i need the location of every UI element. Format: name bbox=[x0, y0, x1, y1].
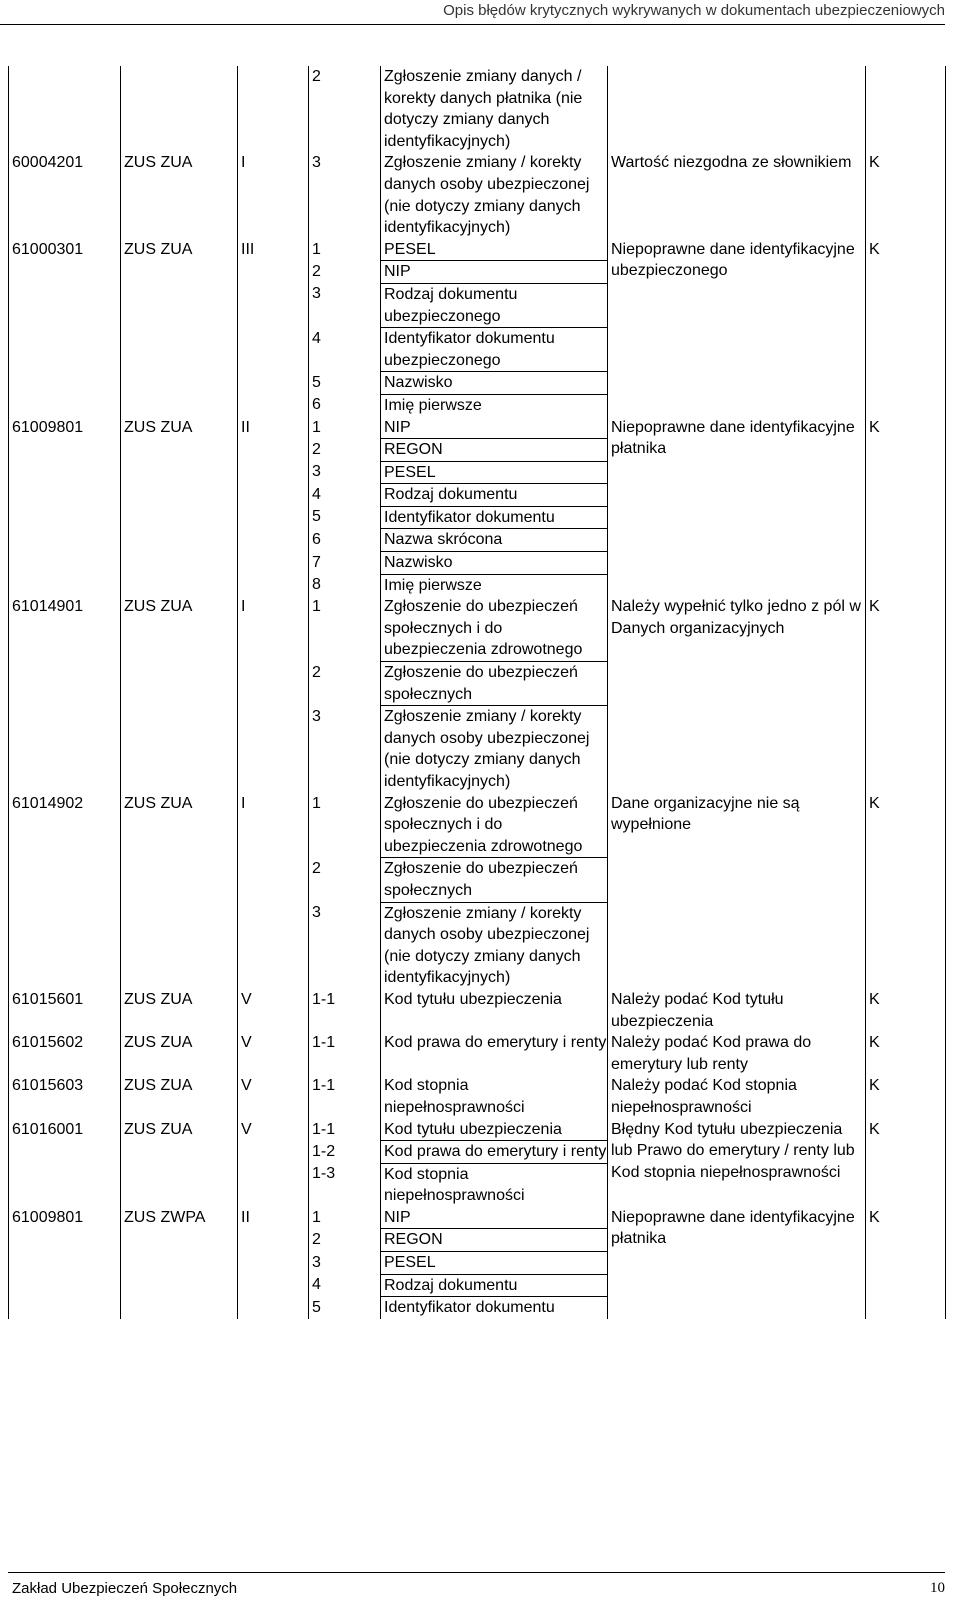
error-message bbox=[608, 66, 866, 152]
field-number: 1 bbox=[309, 793, 381, 858]
block-number: V bbox=[238, 1119, 309, 1207]
field-name: Kod tytułu ubezpieczenia bbox=[381, 989, 608, 1032]
field-number: 3 bbox=[309, 1252, 381, 1275]
error-codes-table-body bbox=[9, 66, 946, 1319]
table-row bbox=[9, 1207, 946, 1229]
error-codes-table bbox=[8, 66, 946, 1319]
table-row bbox=[9, 1075, 946, 1118]
block-number: V bbox=[238, 1075, 309, 1118]
block-number: V bbox=[238, 989, 309, 1032]
field-number: 7 bbox=[309, 552, 381, 575]
field-name: Zgłoszenie zmiany / korekty danych osoby ubezpieczonej (nie dotyczy zmiany danych identyfikacyjnych) bbox=[381, 902, 608, 989]
footer-organization: Zakład Ubezpieczeń Społecznych bbox=[12, 1580, 238, 1597]
table-row bbox=[9, 793, 946, 858]
field-name: Nazwa skrócona bbox=[381, 529, 608, 552]
block-number: II bbox=[238, 1207, 309, 1319]
document-type: ZUS ZUA bbox=[121, 793, 238, 989]
field-number: 5 bbox=[309, 1297, 381, 1319]
page-number: 10 bbox=[930, 1580, 945, 1596]
field-name: Kod stopnia niepełnosprawności bbox=[381, 1075, 608, 1118]
field-name: NIP bbox=[381, 417, 608, 439]
block-number bbox=[238, 66, 309, 152]
field-number: 5 bbox=[309, 372, 381, 395]
field-number: 2 bbox=[309, 662, 381, 706]
document-type: ZUS ZUA bbox=[121, 596, 238, 792]
field-name: Kod tytułu ubezpieczenia bbox=[381, 1119, 608, 1141]
block-number: III bbox=[238, 239, 309, 417]
error-message: Błędny Kod tytułu ubezpieczenia lub Prawo do emerytury / renty lub Kod stopnia niepełnosprawności bbox=[608, 1119, 866, 1207]
field-name: Imię pierwsze bbox=[381, 574, 608, 596]
table-row bbox=[9, 596, 946, 661]
document-type bbox=[121, 66, 238, 152]
block-number: I bbox=[238, 793, 309, 989]
field-number: 3 bbox=[309, 902, 381, 989]
table-row bbox=[9, 239, 946, 261]
field-number: 2 bbox=[309, 439, 381, 462]
block-number: II bbox=[238, 417, 309, 597]
field-number: 4 bbox=[309, 1274, 381, 1297]
field-name: PESEL bbox=[381, 461, 608, 484]
error-message: Niepoprawne dane identyfikacyjne ubezpieczonego bbox=[608, 239, 866, 417]
field-name: Identyfikator dokumentu bbox=[381, 1297, 608, 1319]
page-footer bbox=[8, 1572, 945, 1601]
error-message: Należy podać Kod tytułu ubezpieczenia bbox=[608, 989, 866, 1032]
field-number: 3 bbox=[309, 706, 381, 793]
document-type: ZUS ZUA bbox=[121, 152, 238, 238]
field-name: Zgłoszenie zmiany danych / korekty danych płatnika (nie dotyczy zmiany danych identyfikacyjnych) bbox=[381, 66, 608, 152]
field-name: PESEL bbox=[381, 239, 608, 261]
table-row bbox=[9, 989, 946, 1032]
field-name: Zgłoszenie do ubezpieczeń społecznych i do ubezpieczenia zdrowotnego bbox=[381, 596, 608, 661]
document-type: ZUS ZUA bbox=[121, 1119, 238, 1207]
table-row bbox=[9, 66, 946, 152]
field-number: 1 bbox=[309, 596, 381, 661]
error-message: Należy podać Kod stopnia niepełnosprawności bbox=[608, 1075, 866, 1118]
field-number: 6 bbox=[309, 529, 381, 552]
field-number: 4 bbox=[309, 484, 381, 507]
field-name: Nazwisko bbox=[381, 372, 608, 395]
error-code: 61015601 bbox=[9, 989, 121, 1032]
error-message: Należy podać Kod prawa do emerytury lub renty bbox=[608, 1032, 866, 1075]
field-number: 1-1 bbox=[309, 1032, 381, 1075]
error-message: Niepoprawne dane identyfikacyjne płatnika bbox=[608, 417, 866, 597]
field-number: 2 bbox=[309, 1229, 381, 1252]
error-type: K bbox=[866, 417, 946, 597]
field-number: 1-1 bbox=[309, 989, 381, 1032]
document-type: ZUS ZUA bbox=[121, 1075, 238, 1118]
field-number: 5 bbox=[309, 506, 381, 529]
field-name: PESEL bbox=[381, 1252, 608, 1275]
field-name: Zgłoszenie do ubezpieczeń społecznych bbox=[381, 858, 608, 902]
error-type: K bbox=[866, 1119, 946, 1207]
table-row bbox=[9, 152, 946, 238]
field-number: 3 bbox=[309, 461, 381, 484]
field-name: Imię pierwsze bbox=[381, 394, 608, 416]
field-number: 8 bbox=[309, 574, 381, 596]
field-number: 1 bbox=[309, 417, 381, 439]
block-number: V bbox=[238, 1032, 309, 1075]
error-message: Dane organizacyjne nie są wypełnione bbox=[608, 793, 866, 989]
block-number: I bbox=[238, 152, 309, 238]
field-name: Zgłoszenie zmiany / korekty danych osoby ubezpieczonej (nie dotyczy zmiany danych identyfikacyjnych) bbox=[381, 152, 608, 238]
field-name: Kod prawa do emerytury i renty bbox=[381, 1032, 608, 1075]
field-name: NIP bbox=[381, 261, 608, 284]
error-type: K bbox=[866, 596, 946, 792]
error-code: 61015603 bbox=[9, 1075, 121, 1118]
field-number: 1 bbox=[309, 1207, 381, 1229]
error-message: Niepoprawne dane identyfikacyjne płatnika bbox=[608, 1207, 866, 1319]
error-code: 61009801 bbox=[9, 417, 121, 597]
field-number: 3 bbox=[309, 283, 381, 327]
field-name: NIP bbox=[381, 1207, 608, 1229]
error-type: K bbox=[866, 1207, 946, 1319]
field-number: 2 bbox=[309, 261, 381, 284]
field-name: Zgłoszenie do ubezpieczeń społecznych bbox=[381, 662, 608, 706]
field-name: Rodzaj dokumentu bbox=[381, 484, 608, 507]
header-title: Opis błędów krytycznych wykrywanych w dokumentach ubezpieczeniowych bbox=[443, 2, 945, 19]
error-code: 61016001 bbox=[9, 1119, 121, 1207]
error-code: 61000301 bbox=[9, 239, 121, 417]
error-type: K bbox=[866, 793, 946, 989]
error-message: Należy wypełnić tylko jedno z pól w Danych organizacyjnych bbox=[608, 596, 866, 792]
field-number: 1-3 bbox=[309, 1163, 381, 1207]
field-number: 1-2 bbox=[309, 1141, 381, 1164]
field-number: 6 bbox=[309, 394, 381, 416]
field-number: 4 bbox=[309, 328, 381, 372]
document-type: ZUS ZUA bbox=[121, 239, 238, 417]
field-name: Rodzaj dokumentu bbox=[381, 1274, 608, 1297]
table-row bbox=[9, 1032, 946, 1075]
error-code: 60004201 bbox=[9, 152, 121, 238]
document-type: ZUS ZUA bbox=[121, 417, 238, 597]
table-row bbox=[9, 1119, 946, 1141]
field-number: 1-1 bbox=[309, 1075, 381, 1118]
error-type: K bbox=[866, 152, 946, 238]
field-number: 2 bbox=[309, 66, 381, 152]
field-name: Zgłoszenie zmiany / korekty danych osoby ubezpieczonej (nie dotyczy zmiany danych identyfikacyjnych) bbox=[381, 706, 608, 793]
error-type: K bbox=[866, 239, 946, 417]
error-type: K bbox=[866, 1032, 946, 1075]
error-code: 61014901 bbox=[9, 596, 121, 792]
field-name: Identyfikator dokumentu ubezpieczonego bbox=[381, 328, 608, 372]
document-type: ZUS ZWPA bbox=[121, 1207, 238, 1319]
field-number: 1-1 bbox=[309, 1119, 381, 1141]
field-name: Identyfikator dokumentu bbox=[381, 506, 608, 529]
field-name: REGON bbox=[381, 439, 608, 462]
page-header bbox=[0, 0, 945, 25]
error-type bbox=[866, 66, 946, 152]
field-name: Rodzaj dokumentu ubezpieczonego bbox=[381, 283, 608, 327]
error-code: 61009801 bbox=[9, 1207, 121, 1319]
document-type: ZUS ZUA bbox=[121, 989, 238, 1032]
table-row bbox=[9, 417, 946, 439]
field-number: 2 bbox=[309, 858, 381, 902]
field-number: 3 bbox=[309, 152, 381, 238]
field-name: Nazwisko bbox=[381, 552, 608, 575]
document-type: ZUS ZUA bbox=[121, 1032, 238, 1075]
error-code: 61014902 bbox=[9, 793, 121, 989]
field-number: 1 bbox=[309, 239, 381, 261]
error-type: K bbox=[866, 1075, 946, 1118]
field-name: Zgłoszenie do ubezpieczeń społecznych i do ubezpieczenia zdrowotnego bbox=[381, 793, 608, 858]
field-name: Kod stopnia niepełnosprawności bbox=[381, 1163, 608, 1207]
error-type: K bbox=[866, 989, 946, 1032]
error-message: Wartość niezgodna ze słownikiem bbox=[608, 152, 866, 238]
block-number: I bbox=[238, 596, 309, 792]
error-code bbox=[9, 66, 121, 152]
field-name: Kod prawa do emerytury i renty bbox=[381, 1141, 608, 1164]
field-name: REGON bbox=[381, 1229, 608, 1252]
error-code: 61015602 bbox=[9, 1032, 121, 1075]
